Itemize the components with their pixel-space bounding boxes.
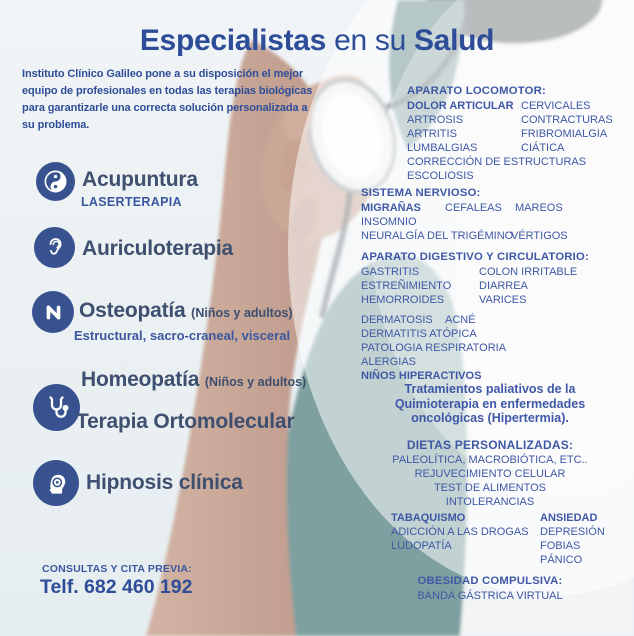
section-header: ANSIEDAD [540, 512, 598, 524]
list-item: ESTREÑIMIENTO [361, 280, 452, 292]
list-item: HEMORROIDES [361, 294, 445, 306]
contact-label: CONSULTAS Y CITA PREVIA: [42, 563, 192, 575]
section-digestivo [361, 250, 613, 307]
service-name-acupuntura: Acupuntura [82, 168, 198, 191]
list-item: NEURALGÍA DEL TRIGÉMINO [361, 230, 514, 242]
paliativos-line: Quimioterapia en enfermedades [394, 396, 586, 411]
list-item: DERMATITIS ATÓPICA [361, 328, 477, 340]
list-item: MAREOS [515, 202, 563, 214]
service-note: (Niños y adultos) [204, 375, 307, 389]
list-item: CORRECCIÓN DE ESTRUCTURAS [407, 156, 587, 168]
service-label: Osteopatía [79, 299, 186, 322]
list-item: DOLOR ARTICULAR [407, 100, 514, 112]
intro-line: equipo de profesionales en todas las terapias biológicas [22, 85, 313, 97]
list-item: FRIBROMIALGIA [521, 128, 608, 140]
stethoscope-icon [33, 384, 80, 431]
section-locomotor [407, 84, 633, 183]
service-name-homeopatia [81, 368, 306, 392]
section-paliativos [366, 382, 614, 426]
section-nervioso [361, 186, 613, 243]
list-item: REJUVECIMIENTO CELULAR [414, 468, 566, 480]
list-item: GASTRITIS [361, 266, 420, 278]
section-header: DIETAS PERSONALIZADAS: [406, 438, 574, 452]
intro-line: Instituto Clínico Galileo pone a su disposición el mejor [22, 68, 304, 80]
list-item: CERVICALES [521, 100, 591, 112]
list-item: PÁNICO [540, 554, 583, 566]
spine-icon [32, 291, 74, 333]
intro-line: su problema. [22, 119, 90, 131]
yin-yang-icon [36, 162, 75, 201]
list-item: CIÁTICA [521, 142, 565, 154]
section-tabaquismo [391, 511, 529, 553]
list-item: INTOLERANCIAS [445, 496, 535, 508]
list-item: FOBIAS [540, 540, 581, 552]
list-item: LUDOPATÍA [391, 540, 452, 552]
service-name-auriculoterapia: Auriculoterapia [82, 237, 234, 260]
list-item: ALERGIAS [361, 356, 417, 368]
list-item: BANDA GÁSTRICA VIRTUAL [417, 590, 563, 602]
paliativos-line: oncológicas (Hipertermia). [411, 411, 569, 425]
list-item: ACNÉ [445, 314, 476, 326]
page-title [0, 24, 634, 58]
title-word-especialistas: Especialistas [139, 24, 327, 57]
section-piel [361, 313, 613, 383]
service-label: Homeopatía [81, 368, 200, 391]
list-item: COLON IRRITABLE [479, 266, 578, 278]
ear-icon [34, 227, 75, 268]
section-obesidad [366, 574, 614, 603]
list-item: VÉRTIGOS [511, 230, 568, 242]
list-item: NIÑOS HIPERACTIVOS [361, 370, 482, 382]
list-item: ESCOLIOSIS [407, 170, 474, 182]
intro-line: para garantizarle una correcta solución personalizada a [22, 102, 308, 114]
service-sub-osteopatia: Estructural, sacro-craneal, visceral [74, 328, 291, 343]
section-header: SISTEMA NERVIOSO: [361, 187, 481, 199]
list-item: ADICCIÓN A LAS DROGAS [391, 526, 529, 538]
list-item: CONTRACTURAS [521, 114, 613, 126]
list-item: CEFALEAS [445, 202, 502, 214]
list-item: ARTROSIS [407, 114, 464, 126]
list-item: ARTRITIS [407, 128, 457, 140]
hypnosis-head-icon [33, 460, 79, 506]
section-header: TABAQUISMO [391, 512, 466, 524]
list-item: DEPRESIÓN [540, 526, 605, 538]
list-item: TEST DE ALIMENTOS [433, 482, 547, 494]
list-item: MIGRAÑAS [361, 202, 421, 214]
list-item: PALEOLÍTICA, MACROBIÓTICA, ETC.. [392, 454, 588, 466]
section-header: APARATO DIGESTIVO Y CIRCULATORIO: [361, 251, 589, 263]
list-item: LUMBALGIAS [407, 142, 478, 154]
contact-phone: Telf. 682 460 192 [40, 576, 193, 598]
service-name-ortomolecular: Terapia Ortomolecular [76, 410, 295, 433]
list-item: VARICES [479, 294, 527, 306]
title-word-salud: Salud [413, 24, 495, 57]
section-header: OBESIDAD COMPULSIVA: [417, 575, 563, 587]
section-ansiedad [540, 511, 605, 567]
service-name-osteopatia [79, 299, 293, 323]
section-dietas [366, 438, 614, 509]
intro-text [22, 66, 312, 134]
service-sub-laserterapia: LASERTERAPIA [81, 195, 182, 209]
paliativos-line: Tratamientos paliativos de la [404, 382, 576, 396]
list-item: DIARREA [479, 280, 528, 292]
list-item: PATOLOGIA RESPIRATORIA [361, 342, 507, 354]
service-name-hipnosis: Hipnosis clínica [86, 471, 243, 494]
title-word-en-su: en su [334, 24, 406, 57]
list-item: INSOMNIO [361, 216, 417, 228]
service-note: (Niños y adultos) [191, 306, 293, 320]
section-header: APARATO LOCOMOTOR: [407, 85, 546, 97]
list-item: DERMATOSIS [361, 314, 433, 326]
